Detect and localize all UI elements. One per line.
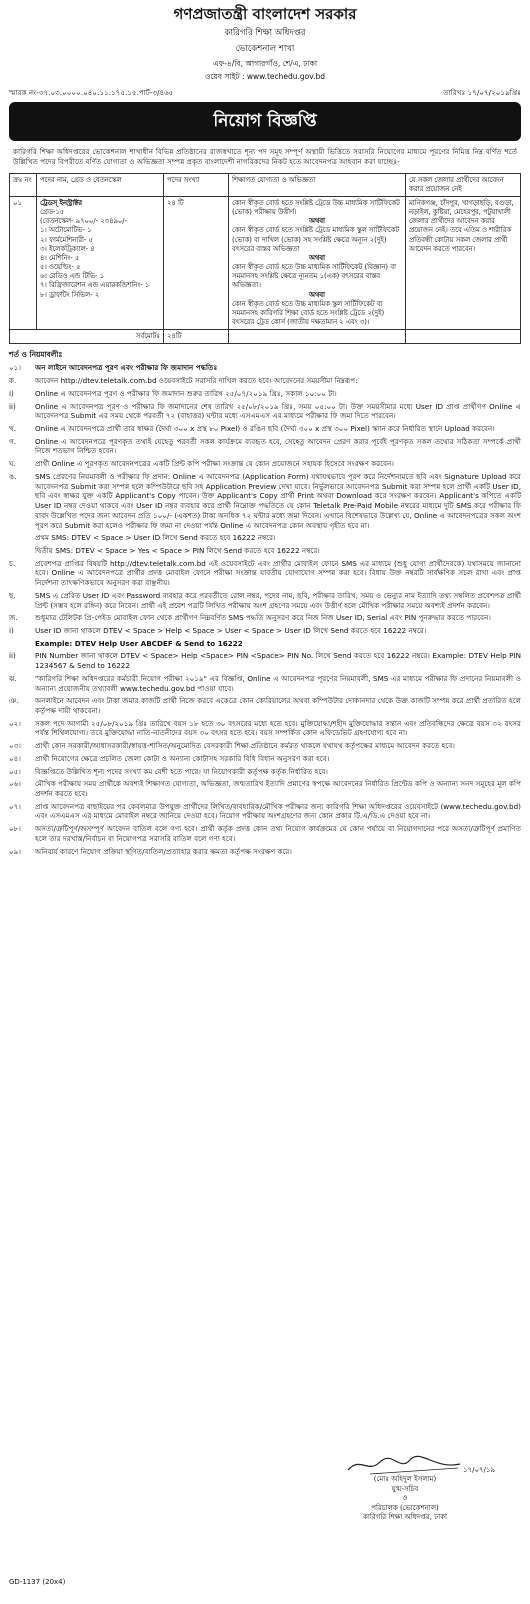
memo-number: স্মারক নং-৩৭.০৩.০০০০.০৪০.১১.১৭৫.১৫.পার্ট-৩/৪৬৫ [9,88,174,98]
total-label: সর্বমোটঃ [10,330,164,344]
vacancy-table [9,173,521,345]
condition-text: অসত্য/ত্রুটিপূর্ণ/অসম্পূর্ণ আবেদন বাতিল বলে গণ্য হবে। প্রার্থী কর্তৃক প্রদত্ত কোন তথ্য নিয়োগ কার্যক্রমের যে কোন পর্যায়ে বা নিয়োগদানের পরে অসত্য/ত্রুটিপূর্ণ প্রমাণিত হলে তার দরখাস্ত/নির্বাচন বা নিয়োগপত্র সরাসরি বাতিল বলে গণ্য হবে। [35,824,521,843]
print-code: GD-1137 (20x4) [9,1578,66,1586]
condition-item [9,802,521,821]
qualification-option: কোন স্বীকৃত বোর্ড হতে উচ্চ মাধ্যমিক সার্টিফিকেট (বিজ্ঞান) বা সমমানসহ সংশ্লিষ্ট ক্ষেত্রে ন্যূনতম ১(এক) বৎসরের বাস্তব অভিজ্ঞতা। [232,263,396,290]
condition-item [9,472,521,530]
qualification-cell [229,196,406,329]
condition-text: আবেদন http://dtev.teletalk.com.bd ওয়েবসাইটে সরাসরি দাখিল করতে হবে। আবেদনের সময়সীমা নিম্নরূপ: [35,376,358,386]
qualification-option: কোন স্বীকৃত বোর্ড হতে উচ্চ মাধ্যমিক স্কুল সার্টিফিকেট বা সমমানসহ কারিগরি শিক্ষা বোর্ড হতে সংশ্লিষ্ট ট্রেডে ২(দুই) বৎসরের ট্রেড কোর্স (জাতীয় দক্ষতামান ২ এবং ৩)। [232,299,385,327]
condition-text: SMS প্রেরণের নিয়মাবলী ও পরীক্ষার ফি প্রদান: Online এ আবেদনপত্র (Application Form) যথাযথভাবে পূরণ করে নির্দেশনামতে ছবি এবং Signature Upload করে আবেদনপত্র Submit করা সম্পন্ন হলে কম্পিউটারে ছবি সহ Application Preview দেখা যাবে। নির্ভুলভাবে আবেদনপত্র Submit করা সম্পন্ন হলে প্রার্থী একটি User ID, ছবি এবং স্বাক্ষর যুক্ত একটি Applicant's Copy পাবেন। উক্ত Applicant's Copy প্রার্থী Print অথবা Download করে সংরক্ষণ করবেন। Applicant's কপিতে একটি User ID নম্বর দেওয়া থাকবে এবং User ID নম্বর ব্যবহার করে প্রার্থী নিম্নোক্ত পদ্ধতিতে যে কোন Teletalk Pre-Paid Mobile নম্বরের মাধ্যমে দুটি SMS করে পরীক্ষার ফি বাবদ উল্লেখিত পদের জন্য আবেদন প্রতি ১০০/- (একশত) টাকা অনধিক ৭২ ঘন্টার মধ্যে জমা দিবেন। এখানে বিশেষভাবে উল্লেখ্য যে, Online এ আবেদনপত্রের সকল অংশ পূরণ করে Submit করা হলেও পরীক্ষার ফি জমা না দেওয়া পর্যন্ত Online এ আবেদনপত্র কোন অবস্থায় গৃহীত হবে না। [35,471,521,530]
post-grade: গ্রেড-১৫ [40,208,65,217]
condition-text: অন লাইনে আবেদনপত্র পূরণ এবং পরীক্ষার ফি জমাদান পদ্ধতিঃ [35,363,218,373]
trade-item: ২। ফার্মমেশিনারী- ৫ [40,235,93,244]
condition-text: SMS এ প্রেরিত User ID এবং Password ব্যবহার করে পরবর্তীতে রোল নম্বর, পদের নাম, ছবি, পরীক্ষার তারিখ, সময় ও ভেন্যুর নাম ইত্যাদি তথ্য সম্বলিত প্রবেশপত্র প্রার্থী প্রিন্ট (সম্ভব হলে রঙ্গিন) করে নিবেন। প্রার্থী এই প্রবেশ পত্রটি লিখিত পরীক্ষায় অংশ গ্রহণের সময়ে এবং উত্তীর্ণ হলে মৌখিক পরীক্ষার সময়ে অবশ্যই প্রদর্শন করবেন। [35,590,521,610]
condition-text: "কারিগরি শিক্ষা অধিদপ্তরের কর্মচারী নিয়োগ পরীক্ষা ২০১৯" এর বিজ্ঞপ্তি, Online এ আবেদনপত্র পূরণের নিয়মাবলী, SMS এর মাধ্যমে পরীক্ষার ফি প্রদানের নিয়মাবলী ও অন্যান্য প্রয়োজনীয় তথ্যাবলী www.techedu.gov.bd পাওয়া যাবে। [35,673,521,693]
condition-item [9,559,521,588]
memo-line [9,88,521,98]
condition-text: প্রবেশপত্র প্রাপ্তির বিষয়টি http://dtev.teletalk.com.bd এই ওয়েবসাইটে এবং প্রার্থীর মোবাইল ফোনে SMS এর মাধ্যমে (শুধু যোগ্য প্রার্থীদেরকে) যথাসময়ে জানানো হবে। Online এ আবেদনপত্রে প্রার্থীর প্রদত্ত মোবাইল ফোনে পরীক্ষা সংক্রান্ত যাবতীয় যোগাযোগ সম্পন্ন করা হবে। বিধায় উক্ত নম্বরটি সার্বক্ষণিক সচল রাখা এবং প্রাপ্ত নির্দেশনা তাৎক্ষণিকভাবে অনুসরণ করা বাঞ্ছনীয়। [35,558,521,588]
trade-item: ৮। ড্রাফটিং সিভিল- ২ [40,290,100,299]
condition-text: মৌখিক পরীক্ষায় সময় প্রার্থীকে অবশ্যই শিক্ষাগত যোগ্যতা, অভিজ্ঞতা, জন্মতারিখ ইত্যাদি প্রমাণের স্বপক্ষে আবেদনের নির্ধারিত প্রিন্টেড কপি ও অন্যান্য সনদ সমূহের মূল কপি প্রদর্শন করতে হবে। [35,779,521,799]
condition-number: ii) [9,651,16,661]
condition-number: i) [9,625,14,635]
col-serial: ক্রঃ নং [10,173,37,196]
condition-number: ০২। [9,718,21,728]
trade-item: ১। অটোমোটিভ- ১ [40,226,92,235]
condition-text: প্রার্থী Online এ পূরণকৃত আবেদনপত্রের একটি প্রিন্ট কপি পরীক্ষা সংক্রান্ত যে কোন প্রয়োজনে সহায়ক হিসেবে সংরক্ষণ করবেন। [35,459,394,469]
condition-text: অনলাইনে আবেদন এবং টাকা জমার কাজটি প্রার্থী নিজে করবে একেত্রে কোন ক্যেরিয়ালের অথবা কম্পিউটার দোকানদার থেকে উক্ত কাজটি সম্পন্ন করে প্রার্থী প্রতারিত হলে কর্তৃপক্ষ দায়ী থাকবেনা। [35,696,521,715]
condition-item [9,639,521,649]
condition-item [9,696,521,715]
condition-number: ০৬। [9,779,21,789]
condition-item [9,767,521,777]
condition-item [9,363,521,373]
condition-text: অনিবার্য কারণে নিয়োগ প্রক্রিয়া স্থগিত/বাতিল/প্রত্যাহার করার ক্ষমতা কর্তৃপক্ষ সংরক্ষণ করে। [35,846,292,856]
total-count: ২৪টি [164,330,229,344]
row-serial: ০১ [10,196,37,329]
condition-text: বিজ্ঞপ্তিতে উল্লিখিত শূন্য পদের সংখ্যা কম বেশী হতে পারে। যা নিয়োগকারী কর্তৃপক্ষ কর্তৃক নির্ধারিত হবে। [35,766,328,776]
condition-text: Online এ আবেদনপত্রে পূরণকৃত তথ্যই যেহেতু পরবর্তী সকল কার্যক্রমে ব্যবহৃত হবে, সেহেতু আবেদন প্রেরণ করার পূর্বেই পূরণকৃত সকল তথ্যের সঠিকতা সম্পর্কে প্রার্থী নিজে শতভাগ নিশ্চিত হবেন। [35,436,521,456]
condition-text: প্রাপ্ত আবেদনপত্র বাছাইয়ের পর কেবলমাত্র উপযুক্ত প্রার্থীদের লিখিত/ব্যবহারিক/মৌখিক পরীক্ষার জন্য কারিগরি শিক্ষা অধিদপ্তরের ওয়েবসাইটে (www.techedu.gov.bd) এবং এসএমএস এর মাধ্যমে মোবাইল নম্বরে জানিয়ে দেওয়া হবে। নিয়োগ পরীক্ষায় অংশগ্রহণের জন্য কোন প্রকার টি.এ/ডি.এ দেওয়া হবে না। [35,801,521,821]
condition-number: ii) [9,401,16,411]
col-post: পদের নাম, গ্রেড ও বেতনস্কেল [37,173,164,196]
condition-item [9,437,521,456]
condition-number: i) [9,388,14,398]
qualification-option: কোন স্বীকৃত বোর্ড হতে সংশ্লিষ্ট ট্রেডে মাধ্যমিক স্কুল সার্টিফিকেট (ভোক) বা দাখিল (ভোক) সহ সংশ্লিষ্ট ক্ষেত্রে অন্যূন ২(দুই) বৎসরের বাস্তব অভিজ্ঞতা [232,226,400,253]
conditions-list [9,363,521,856]
condition-number: ঞ. [9,696,19,706]
notice-title-banner: নিয়োগ বিজ্ঞপ্তি [9,102,521,141]
signatory-office: পরিচালক (ভোকেশনাল) [371,1503,439,1512]
condition-text: Online এ আবেদনপত্রে প্রার্থী তার স্বাক্ষর (দৈর্ঘ্য ৩০০ x প্রস্থ ৮০ Pixel) ও রঙিন ছবি (দৈর্ঘ্য ৩০০ x প্রস্থ ৩০০ Pixel) স্ক্যান করে নির্ধারিত স্থানে Upload করবেন। [35,424,495,434]
condition-text: সকল পদে আগামী ২৫/০৮/২০১৯ খ্রিঃ তারিখে বয়স ১৮ হতে ৩০ বৎসরের মধ্যে হতে হবে। মুক্তিযোদ্ধা/শহীদ মুক্তিযোদ্ধার সন্তান এবং প্রতিবন্ধিদের ক্ষেত্রে বয়স ৩২ বৎসর পর্যন্ত শিথিলযোগ্য। তবে মুক্তিযোদ্ধা নাতি-নাতনীদের বয়স ৩০ বৎসর হতে হবে। বয়স সম্পর্কিত কোন এফিডেভিট গ্রহণযোগ্য হবে না। [35,718,521,738]
signatory-name: (মোঃ অহিদুল ইসলাম) [373,1475,437,1484]
col-qualification: শিক্ষাগত যোগ্যতা ও অভিজ্ঞতা [229,173,406,196]
trade-item: ৫। ওয়েল্ডিং- ৫ [40,263,81,272]
condition-number: ০৭। [9,801,21,811]
trade-item: ৩। ইলেকট্রিক্যাল- ৪ [40,244,95,253]
condition-item [9,402,521,421]
or-separator: অথবা [308,290,326,299]
condition-number [9,639,35,649]
condition-text: প্রার্থী কোন সরকারী/আধাসরকারী/স্বায়ত্ত-শাসিত/অনুমোদিত বেসরকারী শিক্ষা প্রতিষ্ঠানে কর্মরত থাকলে যথাযথ কর্তৃপক্ষের মাধ্যমে আবেদন করতে হবে। [35,741,455,751]
condition-number: খ. [9,424,17,434]
table-header-row [10,173,521,196]
post-cell [37,196,164,329]
condition-text: দ্বিতীয় SMS: DTEV < Space > Yes < Space > PIN লিখে Send করতে হবে 16222 নম্বরে। [35,545,320,555]
or-separator: অথবা [308,253,326,262]
condition-number: ০৩। [9,741,21,751]
condition-item [9,674,521,693]
empty-cell [406,330,521,344]
condition-number: ০১। [9,363,21,373]
memo-date: তারিখঃ ১৭/০৭/২০১৯খ্রিঃ [443,88,521,98]
col-districts: যে সকল জেলার প্রার্থীদের আবেদন করার প্রয়োজন নেই [406,173,521,196]
condition-text: প্রার্থী নিয়োগের ক্ষেত্রে প্রচলিত জেলা কোটা ও অন্যান্য কোটাসহ সরকারি বিধি বিধান অনুসরণ করা হবে। [35,753,330,763]
excluded-districts: মানিকগঞ্জ, চাঁদপুর, খাগড়াছড়ি, বগুড়া, নড়াইল, কুষ্টিয়া, মেহেরপুর, পটুয়াখালী জেলার প্রার্থীদের আবেদন করার প্রয়োজন নেই। তবে এতিম ও শারীরিক প্রতিবন্ধী কোটায় সকল জেলার প্রার্থী আবেদন করতে পারবেন। [406,196,521,329]
empty-cell [229,330,406,344]
condition-item [9,847,521,857]
notice-header [9,4,521,82]
condition-text: Online এ আবেদনপত্র পূরণ ও পরীক্ষার ফি জমাদানের শেষ তারিখ ২৫/০৮/২০১৯ খ্রিঃ, সময় ০৫:০০ টা। উক্ত সময়সীমার মধ্যে User ID প্রাপ্ত প্রার্থীগণ Online এ আবেদনপত্র Submit এর সময় থেকে পরবর্তী ৭২ (বাহাত্তর) ঘন্টার মধ্যে এসএমএস এর মাধ্যমে পরীক্ষার ফি জমা দিতে পারবেন। [35,401,521,421]
condition-number: ঘ. [9,459,16,469]
office-address: এফ-৪/বি, আগারগাঁও, শে/এ, ঢাকা [212,59,318,69]
condition-number: ০৫। [9,766,21,776]
condition-number: ০৪। [9,753,21,763]
post-name: ট্রেডস্ ইনস্ট্রাক্টর [40,198,82,207]
condition-number: গ. [9,436,16,446]
condition-item [9,376,521,386]
notice-page [9,4,521,1596]
condition-item [9,741,521,751]
condition-text: শুধুমাত্র টেলিটক প্রি-পেইড মোবাইল ফোন থেকে প্রার্থীগণ নিম্নবর্ণিত SMS পদ্ধতি অনুসরণ করে নিজ নিজ User ID, Serial এবং PIN পুনরুদ্ধার করতে পারবেন। [35,613,491,623]
condition-number: ঝ. [9,673,17,683]
condition-text: PIN Number জানা থাকলে DTEV < Space> Help <Space> PIN <Space> PIN No. লিখে Send করতে হবে 16222 নম্বরে। Example: DTEV Help PIN 1234567 & Send to 16222 [35,651,521,671]
signatory-org: কারিগরি শিক্ষা অধিদপ্তর, ঢাকা [362,1513,448,1522]
condition-text: Online এ আবেদনপত্র পূরণ ও পরীক্ষার ফি জমাদান শুরুর তারিখ ২৫/০৭/২০১৯ খ্রিঃ, সকাল ১০:০০ টা। [35,388,337,398]
condition-item [9,533,521,543]
department-name: কারিগরি শিক্ষা অধিদপ্তর [224,28,306,39]
post-count: ২৪ টি [164,196,229,329]
condition-number: জ. [9,613,18,623]
condition-number: ০৯। [9,846,21,856]
condition-item [9,424,521,434]
condition-item [9,651,521,670]
condition-number: ছ. [9,590,16,600]
qualification-option: কোন স্বীকৃত বোর্ড হতে সংশ্লিষ্ট ট্রেডে উচ্চ মাধ্যমিক সার্টিফিকেট (ভোক) পরীক্ষায় উত্তীর্ণ। [232,198,400,217]
condition-text: User ID জানা থাকলে DTEV < Space > Help < Space > User < Space > User ID লিখে Send করতে হবে 16222 নম্বরে। [35,625,427,635]
trade-item: ৪। মেশিনিং- ৫ [40,253,80,262]
trade-item: ৬। রেডিও এন্ড টিভি- ১ [40,272,105,281]
condition-item [9,824,521,843]
condition-number: চ. [9,558,16,568]
or-separator: অথবা [308,217,326,226]
signature-date: ১৭/০৭/১৯ [463,1466,495,1474]
condition-item [9,389,521,399]
col-count: পদের সংখ্যা [164,173,229,196]
condition-number: ঙ. [9,471,17,481]
table-row [10,196,521,329]
condition-number: ০৮। [9,824,21,834]
condition-number: ক. [9,376,17,386]
condition-item [9,626,521,636]
condition-text: প্রথম SMS: DTEV < Space > User ID লিখে Send করতে হবে 16222 নম্বরে। [35,533,276,543]
condition-item [9,546,521,556]
condition-number [9,533,35,543]
conditions-title: শর্ত ও নিয়মাবলীঃ [9,350,63,360]
condition-item [9,459,521,469]
condition-item [9,779,521,798]
condition-item [9,719,521,738]
signatory-and: ও [402,1494,408,1503]
signatory-title: যুগ্ম-সচিব [391,1484,419,1493]
condition-text: Example: DTEV Help User ABCDEF & Send to 16222 [35,638,243,648]
table-total-row [10,330,521,344]
trade-item: ৭। রিফ্রিজারেশন এন্ড এয়ারকন্ডিশনিং- ১ [40,281,150,290]
intro-paragraph: কারিগরি শিক্ষা অধিদপ্তরের ভোকেশনাল শাখাধীন বিভিন্ন প্রতিষ্ঠানের রাজস্বখাতে শূন্য পদ সমূহ সম্পূর্ণ অস্থায়ী ভিত্তিতে সরাসরি নিয়োগের মাধ্যমে পূরণের নিমিত্ত নিম্ন বর্ণিত শর্তে উল্লিখিত পদের বিপরীতে বর্ণিত যোগ্যতা ও অভিজ্ঞতা সম্পন্ন প্রকৃত বাংলাদেশী নাগরিকদের নিকট হতে আবেদনপত্র আহবান করা যাচ্ছেঃ- [13,147,517,166]
condition-item [9,591,521,610]
government-name: গণপ্রজাতন্ত্রী বাংলাদেশ সরকার [173,5,357,23]
branch-name: ভোকেশনাল শাখা [235,43,295,54]
condition-number [9,546,35,556]
condition-item [9,613,521,623]
website-line: ওয়েব সাইট : www.techedu.gov.bd [204,72,326,82]
condition-item [9,754,521,764]
post-scale: (বেতনস্কেল- ৯৭০০/- ২৩৪৯০/- [40,217,128,226]
signature-block [315,1452,495,1523]
